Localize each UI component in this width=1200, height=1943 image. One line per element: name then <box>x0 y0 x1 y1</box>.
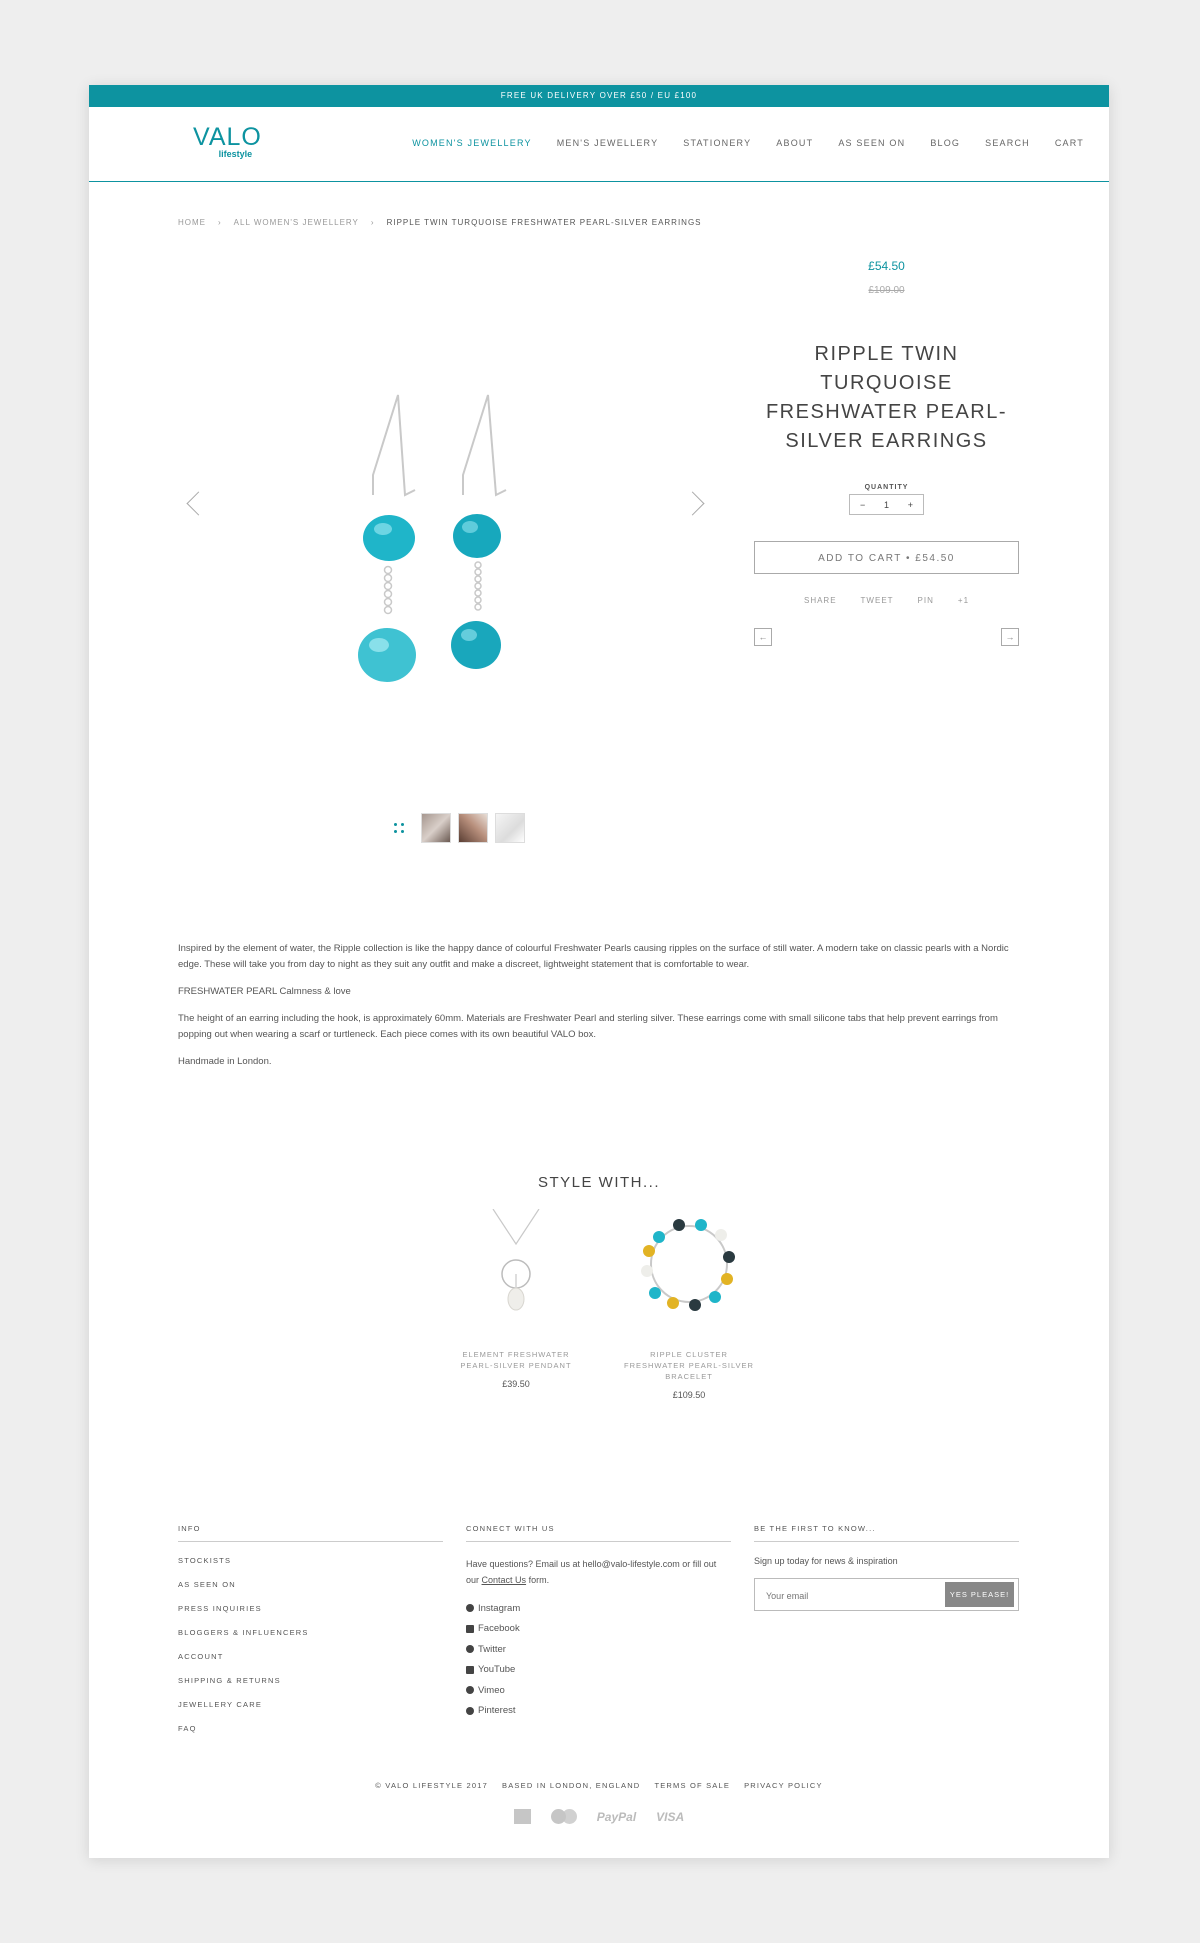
social-facebook[interactable] <box>466 1619 731 1640</box>
product-gallery <box>178 325 718 655</box>
instagram-icon <box>466 1604 474 1612</box>
related-product-price: £109.50 <box>672 1390 706 1400</box>
mastercard-icon <box>551 1809 577 1824</box>
gallery-prev-arrow-icon[interactable] <box>186 491 210 515</box>
quantity-plus-button[interactable]: + <box>907 499 913 510</box>
pendant-image <box>481 1209 551 1324</box>
description-paragraph: FRESHWATER PEARL Calmness & love <box>178 986 351 997</box>
thumbnail-image[interactable] <box>458 813 488 843</box>
pinterest-icon <box>466 1707 474 1715</box>
twitter-icon <box>466 1645 474 1653</box>
logo-text: VALO <box>193 123 262 151</box>
social-label: Pinterest <box>478 1705 516 1717</box>
quantity-label: QUANTITY <box>864 484 909 491</box>
privacy-link[interactable]: PRIVACY POLICY <box>744 1781 823 1790</box>
footer-link-faq[interactable]: FAQ <box>178 1724 197 1733</box>
nav-search[interactable]: SEARCH <box>985 138 1030 148</box>
quantity-input[interactable]: 1 <box>883 499 889 510</box>
site-header <box>89 107 1109 182</box>
social-label: YouTube <box>478 1664 516 1676</box>
page <box>89 85 1109 1858</box>
description-paragraph: Handmade in London. <box>178 1056 272 1067</box>
nav-cart[interactable]: CART <box>1054 138 1084 148</box>
visa-icon: VISA <box>656 1809 685 1824</box>
share-google-plus[interactable]: +1 <box>957 596 970 605</box>
next-product-button[interactable]: → <box>1001 628 1019 646</box>
youtube-icon <box>466 1666 474 1674</box>
breadcrumb-current: RIPPLE TWIN TURQUOISE FRESHWATER PEARL-SILVER EARRINGS <box>386 218 702 227</box>
newsletter-text: Sign up today for news & inspiration <box>754 1556 898 1566</box>
style-with-heading: STYLE WITH... <box>537 1174 660 1191</box>
paypal-icon: PayPal <box>596 1809 637 1824</box>
copyright-bar <box>89 1781 1109 1790</box>
social-twitter[interactable] <box>466 1639 731 1660</box>
product-title: RIPPLE TWIN TURQUOISE FRESHWATER PEARL-SILVER EARRINGS <box>765 343 1008 452</box>
newsletter-form <box>754 1578 1019 1611</box>
connect-text <box>466 1556 731 1588</box>
email-field[interactable] <box>755 1579 953 1612</box>
description-paragraph: The height of an earring including the hook, is approximately 60mm. Materials are Freshwater Pearl and sterling silver. These earrings come with small silicone tabs that help prevent earrings from popping out when wearing a scarf or turtleneck. Each piece comes with its own beautiful VALO box. <box>178 1013 998 1040</box>
facebook-icon <box>466 1625 474 1633</box>
footer-link-press[interactable]: PRESS INQUIRIES <box>178 1604 262 1613</box>
social-pinterest[interactable] <box>466 1701 731 1722</box>
footer-connect-heading: CONNECT WITH US <box>466 1524 731 1542</box>
product-pager <box>754 628 1019 648</box>
logo[interactable] <box>193 124 262 159</box>
logo-subtext: lifestyle <box>218 149 253 159</box>
breadcrumb-separator: › <box>370 218 375 227</box>
social-label: Vimeo <box>478 1684 505 1696</box>
breadcrumb <box>178 218 702 227</box>
nav-about[interactable]: ABOUT <box>776 138 814 148</box>
share-twitter[interactable]: TWEET <box>860 596 894 605</box>
product-description <box>178 941 1020 1081</box>
social-label: Instagram <box>478 1602 521 1614</box>
connect-text-body: Have questions? Email us at hello@valo-lifestyle.com or fill out our <box>466 1559 717 1585</box>
footer-link-bloggers[interactable]: BLOGGERS & INFLUENCERS <box>178 1628 309 1637</box>
related-product-name[interactable]: ELEMENT FRESHWATER PEARL-SILVER PENDANT <box>460 1350 572 1370</box>
related-product[interactable] <box>446 1209 586 1389</box>
footer-info-links <box>178 1556 443 1748</box>
nav-stationery[interactable]: STATIONERY <box>683 138 752 148</box>
social-label: Facebook <box>478 1623 520 1635</box>
footer-info-heading: INFO <box>178 1524 443 1542</box>
breadcrumb-separator: › <box>218 218 222 227</box>
footer-info-column <box>178 1524 443 1748</box>
social-youtube[interactable] <box>466 1660 731 1681</box>
connect-text-end: form. <box>528 1575 550 1585</box>
breadcrumb-home[interactable]: HOME <box>178 218 206 227</box>
location-text: BASED IN LONDON, ENGLAND <box>502 1781 641 1790</box>
footer-newsletter-heading: BE THE FIRST TO KNOW... <box>754 1524 1019 1542</box>
subscribe-button[interactable]: YES PLEASE! <box>945 1582 1014 1607</box>
product-info <box>754 259 1019 648</box>
vimeo-icon <box>466 1686 474 1694</box>
nav-as-seen-on[interactable]: AS SEEN ON <box>838 138 906 148</box>
share-bar <box>754 596 1019 605</box>
footer-link-stockists[interactable]: STOCKISTS <box>178 1556 232 1565</box>
bracelet-image <box>629 1209 749 1324</box>
footer-link-as-seen-on[interactable]: AS SEEN ON <box>178 1580 236 1589</box>
amex-icon <box>514 1809 531 1824</box>
terms-link[interactable]: TERMS OF SALE <box>654 1781 731 1790</box>
compare-price: £109.00 <box>868 285 905 296</box>
social-vimeo[interactable] <box>466 1680 731 1701</box>
social-links <box>466 1598 731 1721</box>
prev-product-button[interactable]: ← <box>754 628 772 646</box>
announcement-bar: FREE UK DELIVERY OVER £50 / EU £100 <box>89 85 1109 107</box>
related-product[interactable] <box>619 1209 759 1400</box>
breadcrumb-category[interactable]: ALL WOMEN'S JEWELLERY <box>233 218 359 227</box>
social-label: Twitter <box>478 1643 506 1655</box>
share-facebook[interactable]: SHARE <box>803 596 837 605</box>
footer-link-account[interactable]: ACCOUNT <box>178 1652 224 1661</box>
copyright-text: © VALO LIFESTYLE 2017 <box>375 1781 489 1790</box>
main-nav <box>412 138 1109 148</box>
quantity-minus-button[interactable]: − <box>860 499 866 510</box>
quantity-stepper <box>849 494 924 515</box>
nav-womens-jewellery[interactable]: WOMEN'S JEWELLERY <box>412 138 532 148</box>
footer-newsletter-column <box>754 1524 1019 1611</box>
footer-connect-column <box>466 1524 731 1721</box>
footer-link-jewellery-care[interactable]: JEWELLERY CARE <box>178 1700 263 1709</box>
gallery-next-arrow-icon[interactable] <box>680 491 704 515</box>
nav-mens-jewellery[interactable]: MEN'S JEWELLERY <box>556 138 659 148</box>
description-paragraph: Inspired by the element of water, the Ripple collection is like the happy dance of colourful Freshwater Pearls causing ripples on the surface of still water. A modern take on classic pearls with a Nordic edge. These will take you from day to night as they suit any outfit and make a discreet, lightweight statement that is comfortable to wear. <box>178 943 1009 970</box>
product-image <box>353 375 523 705</box>
add-to-cart-button[interactable]: ADD TO CART • £54.50 <box>754 541 1019 574</box>
thumbnail-image[interactable] <box>421 813 451 843</box>
footer-link-shipping[interactable]: SHIPPING & RETURNS <box>178 1676 281 1685</box>
thumbnail-strip <box>392 813 532 843</box>
payment-icons <box>89 1809 1109 1824</box>
related-product-name[interactable]: RIPPLE CLUSTER FRESHWATER PEARL-SILVER BRACELET <box>624 1350 754 1381</box>
contact-us-link[interactable]: Contact Us <box>481 1575 527 1585</box>
thumbnail-image[interactable] <box>495 813 525 843</box>
grid-dots-icon[interactable] <box>392 821 406 835</box>
nav-blog[interactable]: BLOG <box>930 138 961 148</box>
social-instagram[interactable] <box>466 1598 731 1619</box>
related-product-price: £39.50 <box>502 1379 530 1389</box>
share-pinterest[interactable]: PIN <box>917 596 934 605</box>
product-price: £54.50 <box>868 259 905 273</box>
